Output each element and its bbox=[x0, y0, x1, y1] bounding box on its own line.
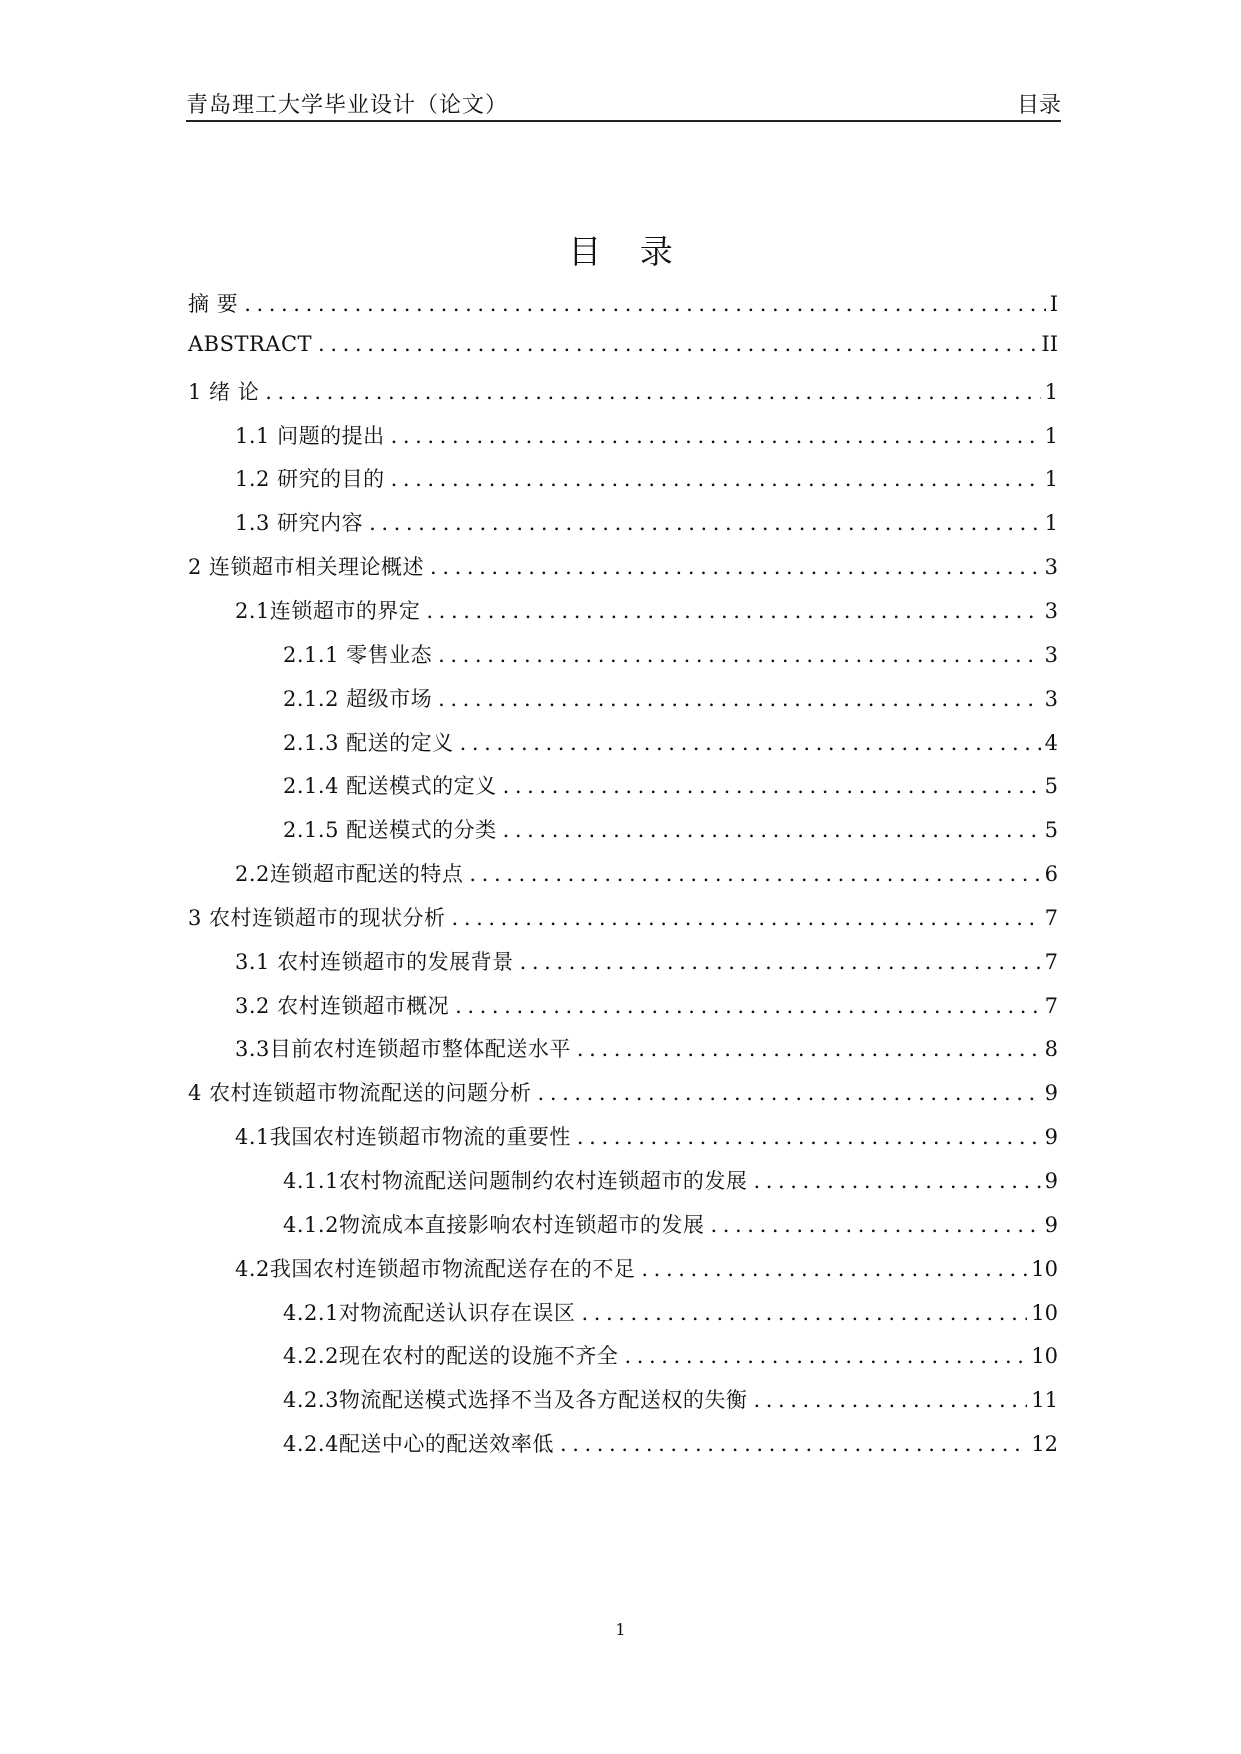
toc-entry-page: 7 bbox=[1044, 994, 1058, 1018]
toc-leader-dots bbox=[577, 1125, 1041, 1149]
toc-entry[interactable] bbox=[283, 814, 1058, 844]
toc-leader-dots bbox=[538, 1081, 1041, 1105]
toc-entry[interactable] bbox=[235, 595, 1058, 625]
toc-entry-label: 4.1.1农村物流配送问题制约农村连锁超市的发展 bbox=[283, 1169, 748, 1193]
toc-entry-label: 2.1连锁超市的界定 bbox=[235, 599, 421, 623]
toc-entry[interactable] bbox=[235, 507, 1058, 537]
toc-entry[interactable] bbox=[188, 332, 1058, 362]
toc-entry-label: 4.1.2物流成本直接影响农村连锁超市的发展 bbox=[283, 1213, 705, 1237]
toc-entry-label: 摘 要 bbox=[188, 292, 239, 316]
toc-leader-dots bbox=[581, 1301, 1027, 1325]
toc-entry[interactable] bbox=[188, 1077, 1058, 1107]
toc-entry-page: 10 bbox=[1031, 1344, 1058, 1368]
toc-entry-label: 2.1.5 配送模式的分类 bbox=[283, 818, 497, 842]
page-number: 1 bbox=[615, 1620, 626, 1639]
toc-entry[interactable] bbox=[235, 858, 1058, 888]
toc-entry[interactable] bbox=[283, 1428, 1058, 1458]
toc-entry-page: 10 bbox=[1031, 1301, 1058, 1325]
toc-leader-dots bbox=[710, 1213, 1040, 1237]
toc-entry-page: 3 bbox=[1044, 643, 1058, 667]
toc-leader-dots bbox=[369, 511, 1041, 535]
toc-entry-label: 1 绪 论 bbox=[188, 380, 260, 404]
toc-entry-page: 4 bbox=[1044, 731, 1058, 755]
toc-leader-dots bbox=[624, 1344, 1027, 1368]
toc-entry-page: 1 bbox=[1044, 424, 1058, 448]
toc-leader-dots bbox=[391, 424, 1041, 448]
toc-entry[interactable] bbox=[283, 770, 1058, 800]
toc-entry-label: 4.2.1对物流配送认识存在误区 bbox=[283, 1301, 576, 1325]
toc-entry-label: 4.1我国农村连锁超市物流的重要性 bbox=[235, 1125, 571, 1149]
toc-entry[interactable] bbox=[188, 288, 1058, 318]
toc-leader-dots bbox=[426, 599, 1040, 623]
toc-entry-page: 3 bbox=[1044, 599, 1058, 623]
toc-entry[interactable] bbox=[235, 946, 1058, 976]
toc-entry-page: I bbox=[1049, 292, 1058, 316]
toc-entry-page: 1 bbox=[1044, 380, 1058, 404]
toc-entry[interactable] bbox=[283, 1340, 1058, 1370]
toc-entry[interactable] bbox=[283, 727, 1058, 757]
toc-entry-label: 2.2连锁超市配送的特点 bbox=[235, 862, 464, 886]
toc-leader-dots bbox=[753, 1169, 1040, 1193]
page-header bbox=[186, 86, 1061, 122]
toc-entry[interactable] bbox=[188, 376, 1058, 406]
toc-entry[interactable] bbox=[283, 1209, 1058, 1239]
toc-entry-label: 4.2.4配送中心的配送效率低 bbox=[283, 1432, 554, 1456]
toc-entry-label: 3.2 农村连锁超市概况 bbox=[235, 994, 450, 1018]
toc-entry-page: 5 bbox=[1044, 818, 1058, 842]
toc-leader-dots bbox=[430, 555, 1041, 579]
toc-entry-page: 5 bbox=[1044, 774, 1058, 798]
toc-leader-dots bbox=[753, 1388, 1027, 1412]
toc-entry[interactable] bbox=[235, 420, 1058, 450]
toc-leader-dots bbox=[560, 1432, 1027, 1456]
toc-entry-page: 9 bbox=[1044, 1213, 1058, 1237]
toc-entry[interactable] bbox=[283, 1384, 1058, 1414]
toc-entry-page: 7 bbox=[1044, 950, 1058, 974]
header-thesis-title: 青岛理工大学毕业设计（论文） bbox=[186, 93, 509, 118]
toc-leader-dots bbox=[244, 292, 1046, 316]
toc-entry[interactable] bbox=[235, 990, 1058, 1020]
toc-entry[interactable] bbox=[235, 1121, 1058, 1151]
toc-leader-dots bbox=[460, 731, 1041, 755]
toc-entry[interactable] bbox=[235, 1253, 1058, 1283]
page-title: 目 录 bbox=[568, 232, 687, 271]
toc-entry-label: 3.3目前农村连锁超市整体配送水平 bbox=[235, 1037, 571, 1061]
toc-entry-label: 4.2我国农村连锁超市物流配送存在的不足 bbox=[235, 1257, 636, 1281]
toc-leader-dots bbox=[265, 380, 1040, 404]
toc-entry-page: 1 bbox=[1044, 467, 1058, 491]
toc-leader-dots bbox=[438, 643, 1041, 667]
toc-leader-dots bbox=[503, 774, 1041, 798]
toc-entry-label: 1.3 研究内容 bbox=[235, 511, 364, 535]
toc-entry-page: 9 bbox=[1044, 1125, 1058, 1149]
toc-entry-label: 1.2 研究的目的 bbox=[235, 467, 385, 491]
toc-leader-dots bbox=[469, 862, 1040, 886]
toc-entry-label: 3.1 农村连锁超市的发展背景 bbox=[235, 950, 514, 974]
toc-entry-label: ABSTRACT bbox=[188, 332, 313, 356]
toc-entry-label: 3 农村连锁超市的现状分析 bbox=[188, 906, 446, 930]
toc-entry-label: 4 农村连锁超市物流配送的问题分析 bbox=[188, 1081, 532, 1105]
toc-leader-dots bbox=[452, 906, 1041, 930]
header-section-name: 目录 bbox=[1016, 93, 1061, 118]
toc-entry[interactable] bbox=[283, 683, 1058, 713]
toc-entry[interactable] bbox=[235, 1033, 1058, 1063]
toc-entry-page: 7 bbox=[1044, 906, 1058, 930]
toc-entry-page: 3 bbox=[1044, 687, 1058, 711]
toc-entry-label: 4.2.2现在农村的配送的设施不齐全 bbox=[283, 1344, 619, 1368]
toc-entry[interactable] bbox=[283, 639, 1058, 669]
toc-entry-page: 3 bbox=[1044, 555, 1058, 579]
toc-entry-page: 11 bbox=[1031, 1388, 1058, 1412]
toc-entry-page: 8 bbox=[1044, 1037, 1058, 1061]
toc-entry[interactable] bbox=[188, 902, 1058, 932]
toc-leader-dots bbox=[391, 467, 1041, 491]
toc-entry-label: 2.1.2 超级市场 bbox=[283, 687, 433, 711]
toc-entry-label: 1.1 问题的提出 bbox=[235, 424, 385, 448]
toc-entry-page: 9 bbox=[1044, 1169, 1058, 1193]
toc-leader-dots bbox=[520, 950, 1041, 974]
toc-leader-dots bbox=[503, 818, 1041, 842]
toc-entry-label: 2.1.3 配送的定义 bbox=[283, 731, 454, 755]
toc-entry-page: 9 bbox=[1044, 1081, 1058, 1105]
toc-entry-page: 12 bbox=[1031, 1432, 1058, 1456]
toc-entry[interactable] bbox=[235, 463, 1058, 493]
toc-entry-page: 6 bbox=[1044, 862, 1058, 886]
toc-entry[interactable] bbox=[283, 1165, 1058, 1195]
toc-entry-page: 1 bbox=[1044, 511, 1058, 535]
toc-leader-dots bbox=[318, 332, 1037, 356]
toc-leader-dots bbox=[438, 687, 1041, 711]
toc-entry-page: II bbox=[1041, 332, 1058, 356]
toc-leader-dots bbox=[641, 1257, 1027, 1281]
toc-entry[interactable] bbox=[188, 551, 1058, 581]
toc-leader-dots bbox=[455, 994, 1041, 1018]
toc-entry[interactable] bbox=[283, 1297, 1058, 1327]
toc-entry-label: 2.1.1 零售业态 bbox=[283, 643, 433, 667]
toc-entry-page: 10 bbox=[1031, 1257, 1058, 1281]
toc-entry-label: 4.2.3物流配送模式选择不当及各方配送权的失衡 bbox=[283, 1388, 748, 1412]
toc-entry-label: 2 连锁超市相关理论概述 bbox=[188, 555, 425, 579]
toc-leader-dots bbox=[577, 1037, 1041, 1061]
toc-entry-label: 2.1.4 配送模式的定义 bbox=[283, 774, 497, 798]
